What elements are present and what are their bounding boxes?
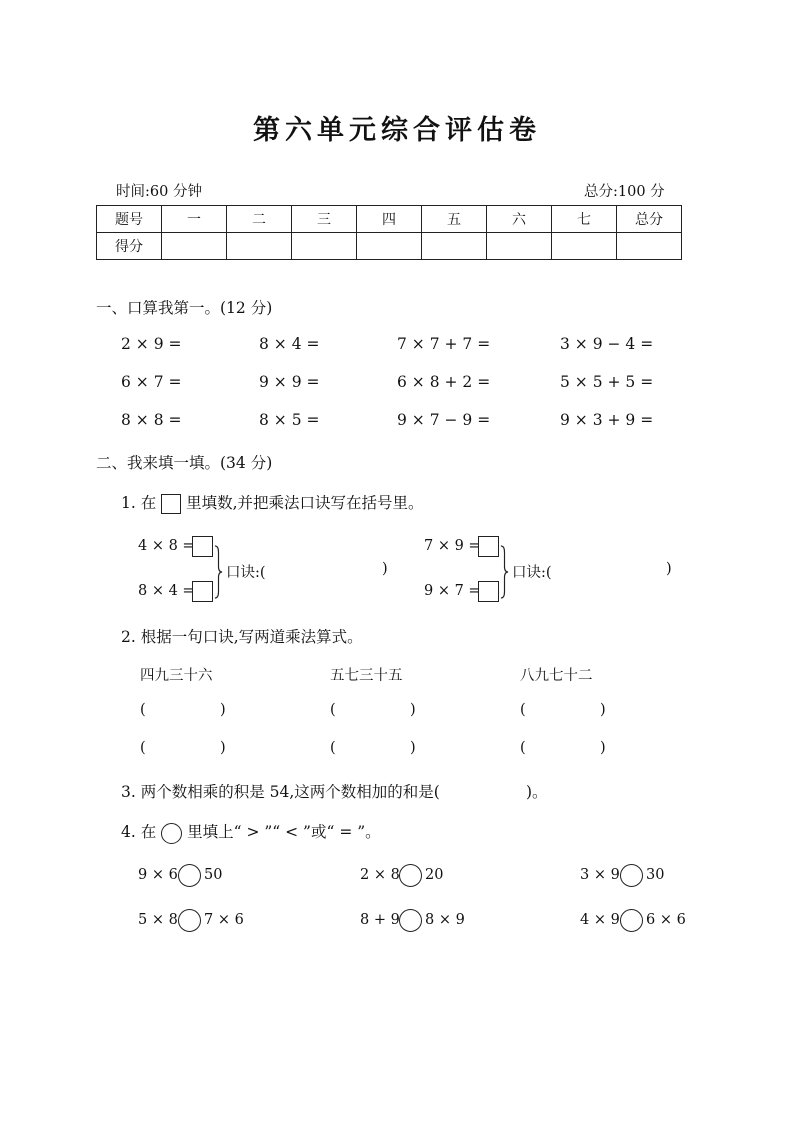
paren-open: (	[330, 740, 336, 756]
q1-suffix: 里填数,并把乘法口诀写在括号里。	[186, 494, 424, 512]
empty-box-icon	[161, 494, 181, 514]
q1-left-mnemonic-close: )	[382, 561, 388, 577]
paren-open: (	[520, 740, 526, 756]
compare-right: 6 × 6	[646, 912, 686, 928]
score-cell[interactable]	[162, 233, 227, 260]
compare-circle[interactable]	[620, 909, 643, 932]
answer-box[interactable]	[192, 536, 213, 557]
answer-box[interactable]	[192, 581, 213, 602]
header-cell: 题号	[97, 206, 162, 233]
compare-right: 50	[204, 867, 223, 883]
right-brace-icon	[214, 542, 223, 602]
q4-prefix: 4. 在	[121, 823, 157, 841]
mnemonic-phrase: 四九三十六	[140, 668, 213, 684]
row-label: 得分	[97, 233, 162, 260]
compare-left: 9 × 6	[138, 867, 178, 883]
compare-left: 8 + 9	[360, 912, 400, 928]
answer-box[interactable]	[478, 581, 499, 602]
score-cell[interactable]	[227, 233, 292, 260]
score-cell[interactable]	[617, 233, 682, 260]
score-table-header-row	[97, 206, 682, 233]
calc-item: 8 × 4 =	[259, 335, 320, 353]
empty-circle-icon	[161, 823, 182, 844]
q1-left-mnemonic-label: 口诀:(	[226, 565, 266, 581]
q4-suffix: 里填上“ > ”“ < ”或“ = ”。	[187, 823, 381, 841]
compare-right: 20	[425, 867, 444, 883]
header-cell: 六	[487, 206, 552, 233]
question-1	[121, 491, 424, 514]
score-table	[96, 205, 682, 260]
calc-item: 8 × 8 =	[121, 411, 182, 429]
calc-item: 9 × 7 − 9 =	[397, 411, 491, 429]
q1-right-mnemonic-label: 口诀:(	[512, 565, 552, 581]
q1-prefix: 1. 在	[121, 494, 157, 512]
header-cell: 四	[357, 206, 422, 233]
q1-left-eq1: 4 × 8 =	[138, 538, 195, 554]
score-cell[interactable]	[552, 233, 617, 260]
calc-item: 6 × 7 =	[121, 373, 182, 391]
q1-right-mnemonic-close: )	[666, 561, 672, 577]
header-cell: 一	[162, 206, 227, 233]
section2-heading: 二、我来填一填。(34 分)	[96, 454, 273, 472]
compare-circle[interactable]	[178, 909, 201, 932]
header-cell: 二	[227, 206, 292, 233]
calc-item: 6 × 8 + 2 =	[397, 373, 491, 391]
calc-item: 7 × 7 + 7 =	[397, 335, 491, 353]
compare-circle[interactable]	[620, 864, 643, 887]
answer-box[interactable]	[478, 536, 499, 557]
paren-open: (	[140, 740, 146, 756]
q1-right-eq1: 7 × 9 =	[424, 538, 481, 554]
mnemonic-phrase: 八九七十二	[520, 668, 593, 684]
q1-right-eq2: 9 × 7 =	[424, 583, 481, 599]
q1-left-eq2: 8 × 4 =	[138, 583, 195, 599]
score-cell[interactable]	[357, 233, 422, 260]
calc-item: 3 × 9 − 4 =	[560, 335, 654, 353]
paren-open: (	[330, 702, 336, 718]
paren-close: )	[410, 702, 416, 718]
compare-right: 8 × 9	[425, 912, 465, 928]
compare-circle[interactable]	[399, 864, 422, 887]
compare-circle[interactable]	[399, 909, 422, 932]
total-score: 总分:100 分	[584, 184, 665, 200]
calc-item: 2 × 9 =	[121, 335, 182, 353]
paren-close: )	[220, 740, 226, 756]
calc-item: 5 × 5 + 5 =	[560, 373, 654, 391]
compare-left: 2 × 8	[360, 867, 400, 883]
score-cell[interactable]	[292, 233, 357, 260]
time-limit: 时间:60 分钟	[116, 184, 202, 200]
compare-left: 5 × 8	[138, 912, 178, 928]
question-3: 3. 两个数相乘的积是 54,这两个数相加的和是(	[121, 783, 440, 801]
mnemonic-phrase: 五七三十五	[330, 668, 403, 684]
compare-circle[interactable]	[178, 864, 201, 887]
paren-close: )	[600, 740, 606, 756]
header-cell: 三	[292, 206, 357, 233]
score-table-score-row	[97, 233, 682, 260]
paren-open: (	[140, 702, 146, 718]
header-cell: 总分	[617, 206, 682, 233]
header-cell: 七	[552, 206, 617, 233]
compare-right: 30	[646, 867, 665, 883]
compare-left: 3 × 9	[580, 867, 620, 883]
calc-item: 8 × 5 =	[259, 411, 320, 429]
paren-close: )	[410, 740, 416, 756]
compare-left: 4 × 9	[580, 912, 620, 928]
question-4	[121, 820, 381, 844]
page-title: 第六单元综合评估卷	[253, 115, 541, 146]
paren-open: (	[520, 702, 526, 718]
section1-heading: 一、口算我第一。(12 分)	[96, 299, 273, 317]
score-cell[interactable]	[487, 233, 552, 260]
calc-item: 9 × 3 + 9 =	[560, 411, 654, 429]
score-cell[interactable]	[422, 233, 487, 260]
question-2: 2. 根据一句口诀,写两道乘法算式。	[121, 628, 363, 646]
right-brace-icon	[500, 542, 509, 602]
paren-close: )	[220, 702, 226, 718]
calc-item: 9 × 9 =	[259, 373, 320, 391]
header-cell: 五	[422, 206, 487, 233]
question-3-close: )。	[526, 783, 548, 801]
paren-close: )	[600, 702, 606, 718]
compare-right: 7 × 6	[204, 912, 244, 928]
